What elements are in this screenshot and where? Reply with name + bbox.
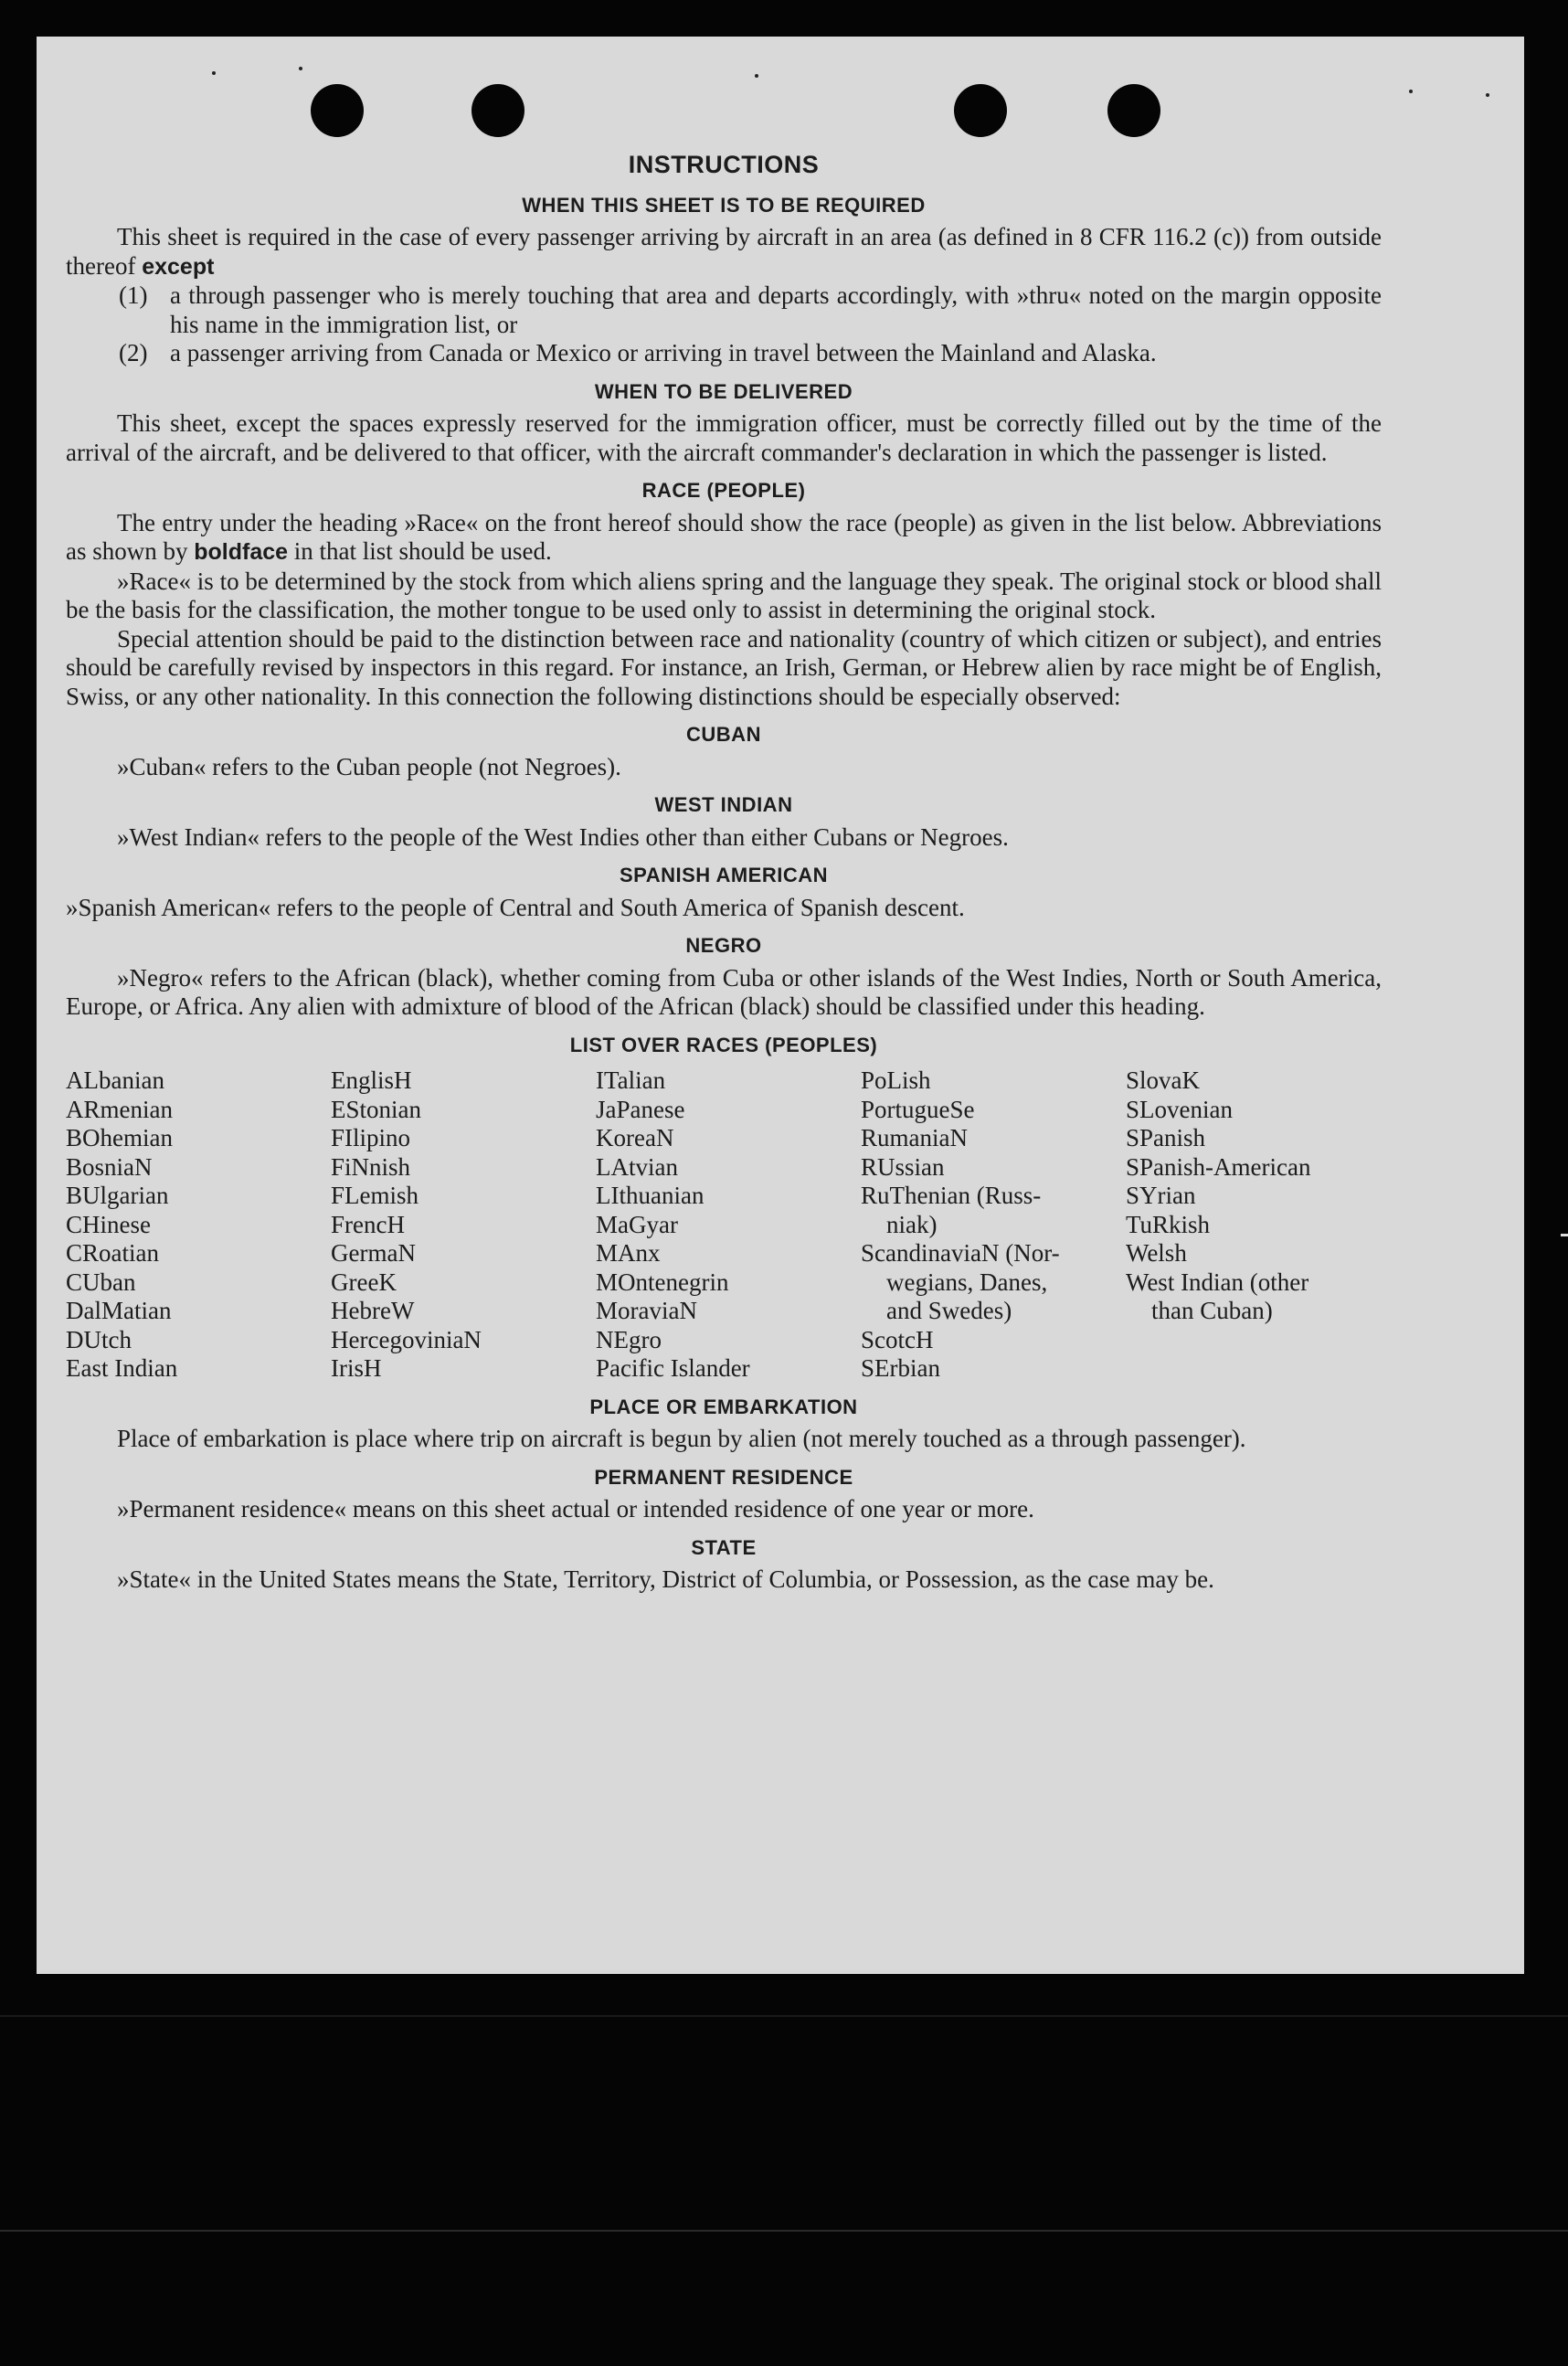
race-entry: NEgro [596,1325,662,1353]
race-entry: EStonian [331,1095,421,1123]
section-heading-race-list: LIST OVER RACES (PEOPLES) [569,1033,878,1056]
race-entry: Pacific Islander [596,1354,750,1382]
race-column-5 [1126,1066,1391,1384]
race-entry-text: The entry under the heading »Race« on the front hereof should show the race (people) as given in the list below. Abbreviations as shown by [66,508,1382,565]
intro-text: This sheet is required in the case of every passenger arriving by aircraft in an area (as defined in 8 CFR 116.2 (c)) from outside thereof [66,223,1382,280]
paragraph-delivered: This sheet, except the spaces expressly reserved for the immigration officer, must be correctly filled out by the time of the arrival of the aircraft, and be delivered to that officer, with the aircraft commander's declaration in which the passenger is listed. [66,409,1382,466]
race-entry: MAnx [596,1239,661,1267]
race-entry: RuThenian (Russ- [861,1182,1042,1209]
race-entry: IrisH [331,1354,382,1382]
race-column-4 [861,1066,1126,1384]
race-column-3 [596,1066,861,1384]
race-entry: and Swedes) [886,1297,1012,1324]
section-heading-delivered: WHEN TO BE DELIVERED [594,379,853,403]
instructions-text [66,151,1382,1595]
race-entry: CHinese [66,1210,151,1238]
race-entry: SPanish-American [1126,1152,1311,1181]
paragraph-race-distinction: Special attention should be paid to the distinction between race and nationality (country of which citizen or subject), and entries should be carefully revised by inspectors in this regard. For instance, an Irish, German, or Hebrew alien by race might be of English, Swiss, or any other nationality. In this connection the following distinctions should be especially observed: [66,624,1382,710]
section-heading-cuban: CUBAN [686,723,761,746]
race-entry: EnglisH [331,1066,412,1094]
race-entry: ARmenian [66,1095,173,1123]
race-list [66,1066,1382,1384]
race-entry: BUlgarian [66,1182,169,1209]
race-entry: MOntenegrin [596,1268,729,1296]
paragraph-required-intro [66,223,1382,281]
section-heading-race: RACE (PEOPLE) [641,479,806,502]
section-heading-negro: NEGRO [685,934,762,957]
punch-hole [311,84,364,137]
section-heading-spanish-american: SPANISH AMERICAN [619,864,828,886]
item-number: (2) [119,339,148,366]
race-entry: SErbian [861,1354,940,1382]
paragraph-west-indian: »West Indian« refers to the people of the West Indies other than either Cubans or Negroes. [117,822,1009,851]
race-entry: MoraviaN [596,1297,697,1324]
race-entry: PoLish [861,1066,931,1094]
race-entry: DalMatian [66,1297,172,1324]
paragraph-state: »State« in the United States means the State, Territory, District of Columbia, or Possession, as the case may be. [117,1565,1214,1593]
exception-list [66,281,1382,368]
item-text: a passenger arriving from Canada or Mexico or arriving in travel between the Mainland and Alaska. [170,339,1157,366]
paragraph-residence: »Permanent residence« means on this sheet actual or intended residence of one year or more. [117,1495,1034,1523]
section-heading-state: STATE [691,1535,757,1559]
race-entry: West Indian (other [1126,1268,1309,1296]
race-entry: HebreW [331,1297,415,1324]
race-entry: FLemish [331,1182,419,1209]
dust-speck [1409,90,1413,93]
race-entry-bold: boldface [194,539,289,565]
paragraph-spanish-american: »Spanish American« refers to the people of Central and South America of Spanish descent. [66,893,965,921]
dust-speck [1486,93,1489,97]
dust-speck [212,71,216,75]
punch-hole [471,84,524,137]
race-entry: ALbanian [66,1066,164,1094]
race-column-2 [331,1066,596,1384]
race-entry: FiNnish [331,1152,411,1181]
race-entry: LIthuanian [596,1182,705,1209]
race-entry: BOhemian [66,1124,173,1151]
race-entry: RUssian [861,1152,945,1181]
race-entry: PortugueSe [861,1095,975,1123]
race-entry: BosniaN [66,1152,153,1181]
race-entry: CRoatian [66,1239,159,1267]
dust-speck [299,67,302,70]
paragraph-cuban: »Cuban« refers to the Cuban people (not Negroes). [117,752,621,780]
race-entry: HercegoviniaN [331,1325,482,1353]
race-entry: Welsh [1126,1239,1187,1267]
list-item [119,339,1382,368]
race-entry: JaPanese [596,1095,685,1123]
race-entry: ScotcH [861,1325,934,1353]
race-entry: TuRkish [1126,1210,1211,1238]
race-entry: GreeK [331,1268,397,1296]
list-item [119,281,1382,339]
intro-bold: except [142,253,215,280]
race-entry: SPanish [1126,1124,1206,1151]
race-entry: SlovaK [1126,1066,1200,1094]
section-heading-embarkation: PLACE OR EMBARKATION [589,1395,858,1418]
item-text: a through passenger who is merely touching that area and departs accordingly, with »thru« noted on the margin opposite his name in the immigration list, or [170,281,1382,338]
race-entry: ITalian [596,1066,666,1094]
edge-mark [1561,1234,1568,1236]
race-entry: CUban [66,1268,136,1296]
section-heading-required: WHEN THIS SHEET IS TO BE REQUIRED [522,193,926,217]
section-heading-west-indian: WEST INDIAN [654,793,793,816]
race-entry: MaGyar [596,1210,678,1238]
scan-line [0,2015,1568,2017]
race-entry: than Cuban) [1151,1297,1273,1324]
race-entry: SYrian [1126,1182,1196,1209]
race-entry: East Indian [66,1354,178,1382]
race-entry: wegians, Danes, [886,1268,1048,1296]
race-entry: FIlipino [331,1124,411,1151]
race-entry: KoreaN [596,1124,674,1151]
race-entry: LAtvian [596,1152,678,1181]
punch-hole [1107,84,1160,137]
race-column-1 [66,1066,331,1384]
race-entry: niak) [886,1210,938,1238]
race-entry: GermaN [331,1239,416,1267]
paragraph-embarkation: Place of embarkation is place where trip on aircraft is begun by alien (not merely touched as a through passenger). [117,1425,1246,1452]
page-title: INSTRUCTIONS [628,151,820,178]
race-entry: ScandinaviaN (Nor- [861,1239,1060,1267]
punch-hole [954,84,1007,137]
scan-line [0,2230,1568,2232]
race-entry-text-end: in that list should be used. [288,537,552,565]
race-entry: SLovenian [1126,1095,1233,1123]
race-entry: RumaniaN [861,1124,968,1151]
paragraph-race-entry [66,509,1382,568]
paragraph-negro: »Negro« refers to the African (black), whether coming from Cuba or other islands of the West Indies, North or South America, Europe, or Africa. Any alien with admixture of blood of the African (black) should be classified under this heading. [66,963,1382,1020]
scanned-sheet [37,37,1524,1974]
item-number: (1) [119,281,148,309]
paragraph-race-definition: »Race« is to be determined by the stock from which aliens spring and the language they speak. The original stock or blood shall be the basis for the classification, the mother tongue to be used only to assist in determining the original stock. [66,567,1382,623]
race-entry: DUtch [66,1325,132,1353]
race-entry: FrencH [331,1210,405,1238]
dust-speck [755,74,758,78]
section-heading-residence: PERMANENT RESIDENCE [594,1465,853,1489]
